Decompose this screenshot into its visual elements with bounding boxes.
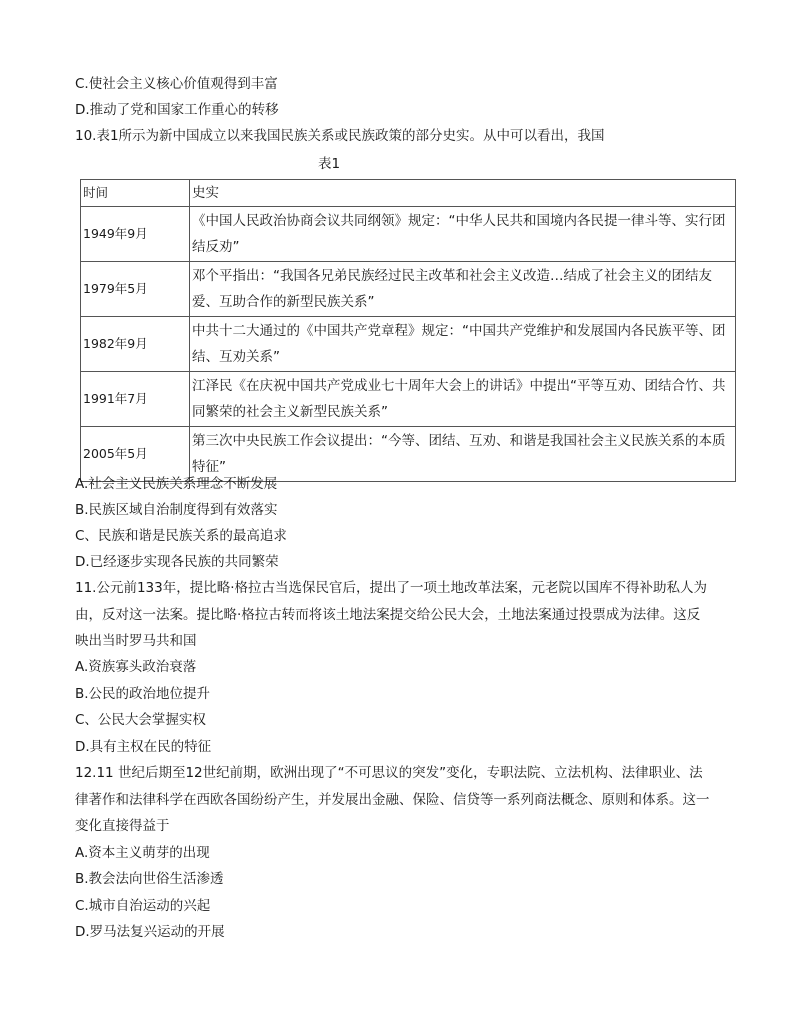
row-time: 1979年5月	[81, 262, 190, 317]
question-12-stem-line3: 变化直接得益于	[75, 818, 170, 834]
option-9c: C.使社会主义核心价值观得到丰富	[75, 76, 278, 92]
option-11d: D.具有主权在民的特征	[75, 739, 212, 755]
option-12b: B.教会法向世俗生活渗透	[75, 871, 224, 887]
row-time: 1982年9月	[81, 317, 190, 372]
row-fact: 第三次中央民族工作会议提出：“今等、团结、互劝、和谐是我国社会主义民族关系的本质特征”	[190, 427, 736, 482]
table-row	[81, 317, 736, 372]
question-11-stem-line3: 映出当时罗马共和国	[75, 633, 197, 649]
option-11c: C、公民大会掌握实权	[75, 712, 206, 728]
option-9d: D.推动了党和国家工作重心的转移	[75, 102, 279, 118]
option-10a: A.社会主义民族关系理念不断发展	[75, 476, 278, 492]
row-time: 1949年9月	[81, 207, 190, 262]
row-fact: 江泽民《在庆祝中国共产党成业七十周年大会上的讲话》中提出“平等互劝、团结合竹、共同繁荣的社会主义新型民族关系”	[190, 372, 736, 427]
table-row	[81, 262, 736, 317]
question-11-stem-line1: 11.公元前133年，提比略·格拉古当选保民官后，提出了一项土地改革法案，元老院以国库不得补助私人为	[75, 580, 708, 596]
table-row	[81, 207, 736, 262]
header-fact: 史实	[190, 180, 736, 207]
row-fact: 中共十二大通过的《中国共产党章程》规定：“中国共产党维护和发展国内各民族平等、团结、互劝关系”	[190, 317, 736, 372]
row-fact: 《中国人民政治协商会议共同纲领》规定：“中华人民共和国境内各民提一律斗等、实行团结反劝”	[190, 207, 736, 262]
option-12a: A.资本主义萌芽的出现	[75, 845, 210, 861]
question-12-stem-line1: 12.11 世纪后期至12世纪前期，欧洲出现了“不可思议的突发”变化，专职法院、立法机构、法律职业、法	[75, 765, 703, 781]
option-10b: B.民族区域自治制度得到有效落实	[75, 502, 278, 518]
table-row	[81, 372, 736, 427]
row-fact: 邓个平指出：“我国各兄弟民族经过民主改革和社会主义改造…结成了社会主义的团结友爱、互助合作的新型民族关系”	[190, 262, 736, 317]
option-10d: D.已经逐步实现各民族的共同繁荣	[75, 554, 279, 570]
option-12d: D.罗马法复兴运动的开展	[75, 924, 225, 940]
option-12c: C.城市自治运动的兴起	[75, 898, 211, 914]
row-time: 2005年5月	[81, 427, 190, 482]
option-11b: B.公民的政治地位提升	[75, 686, 211, 702]
table-caption: 表1	[318, 156, 341, 172]
option-10c: C、民族和谐是民族关系的最高追求	[75, 528, 287, 544]
table-header-row	[81, 180, 736, 207]
history-table	[80, 179, 736, 482]
question-12-stem-line2: 律著作和法律科学在西欧各国纷纷产生，并发展出金融、保险、信贷等一系列商法概念、原则和体系。这一	[75, 792, 710, 808]
question-10-stem: 10.表1所示为新中国成立以来我国民族关系或民族政策的部分史实。从中可以看出，我国	[75, 128, 605, 144]
header-time: 时间	[81, 180, 190, 207]
row-time: 1991年7月	[81, 372, 190, 427]
option-11a: A.资族寡头政治衰落	[75, 659, 197, 675]
question-11-stem-line2: 由，反对这一法案。提比略·格拉古转而将该土地法案提交给公民大会，土地法案通过投票成为法律。这反	[75, 607, 701, 623]
